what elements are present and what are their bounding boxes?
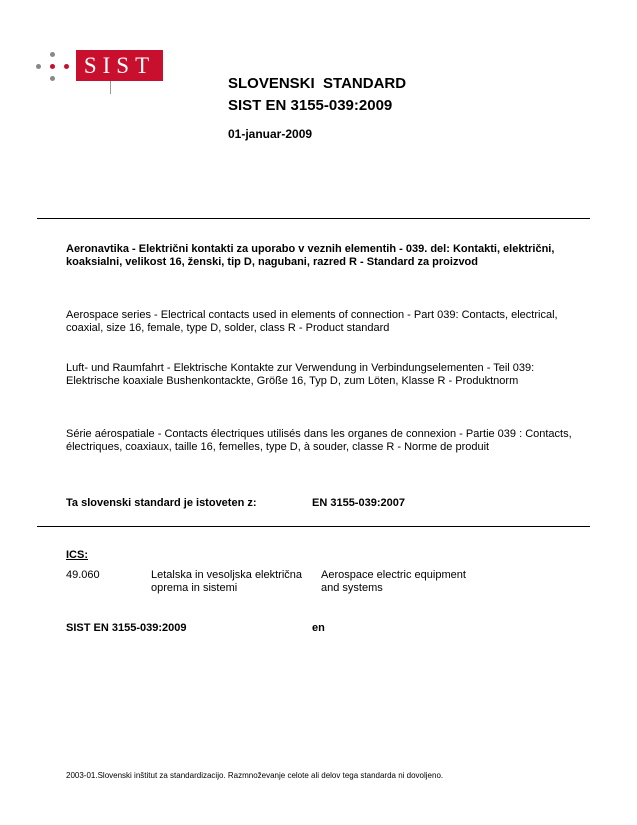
identical-value: EN 3155-039:2007 [312, 497, 405, 509]
ics-code: 49.060 [66, 569, 100, 581]
logo-dot [64, 64, 69, 69]
logo-dot [50, 76, 55, 81]
standard-code: SIST EN 3155-039:2009 [228, 97, 393, 114]
sist-logo: SIST [76, 50, 163, 81]
title-slovenian: Aeronavtika - Električni kontakti za uporabo v veznih elementih - 039. del: Kontakti, električni, koaksialni, velikost 16, ženski, tip D, nagubani, razred R - Standard za proizvod [66, 243, 555, 268]
title-english: Aerospace series - Electrical contacts used in elements of connection - Part 039: Contacts, electrical, coaxial, size 16, female, type D, solder, class R - Product standard [66, 309, 558, 334]
title-german: Luft- und Raumfahrt - Elektrische Kontakte zur Verwendung in Verbindungselementen - Teil 039: Elektrische koaxiale Bushenkontackte, Größe 16, Typ D, zum Löten, Klasse R - Produktnorm [66, 362, 535, 387]
ics-description-en: Aerospace electric equipment and systems [321, 569, 466, 594]
logo-dots [36, 52, 70, 82]
title-french: Série aérospatiale - Contacts électriques utilisés dans les organes de connexion - Partie 039 : Contacts, électriques, coaxiaux, taille 16, femelles, type D, à souder, classe R - Norme de produit [66, 428, 572, 453]
logo-dot [50, 52, 55, 57]
ics-description-sl: Letalska in vesoljska električna oprema in sistemi [151, 569, 303, 594]
logo-dot [36, 64, 41, 69]
document-code: SIST EN 3155-039:2009 [66, 622, 187, 634]
logo-divider [110, 81, 111, 94]
top-rule [37, 218, 590, 219]
publication-date: 01-januar-2009 [228, 127, 313, 141]
bottom-rule [37, 526, 590, 527]
document-language: en [312, 622, 325, 634]
identical-label: Ta slovenski standard je istoveten z: [66, 497, 257, 509]
ics-label: ICS: [66, 549, 88, 561]
logo-dot [50, 64, 55, 69]
standard-heading: SLOVENSKI STANDARD [228, 75, 407, 92]
copyright-footer: 2003-01.Slovenski inštitut za standardizacijo. Razmnoževanje celote ali delov tega standarda ni dovoljeno. [66, 771, 444, 780]
